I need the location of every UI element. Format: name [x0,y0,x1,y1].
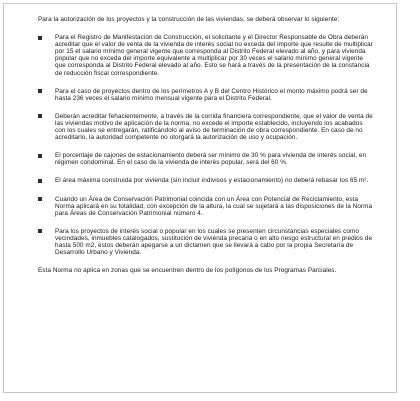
list-item [38,113,383,141]
square-bullet-icon [38,229,42,233]
square-bullet-icon [38,36,42,40]
list-item [38,228,383,256]
square-bullet-icon [38,154,42,158]
closing-paragraph: Esta Norma no aplica en zonas que se encuentren dentro de los polígonos de los Programas Parciales. [38,267,337,275]
list-item [38,88,383,102]
square-bullet-icon [38,114,42,118]
list-item-text: Deberán acreditar fehacientemente, a través de la corrida financiera correspondiente, que el valor de venta de las viviendas motivo de aplicación de la norma, no excede el importe establecido, incluyendo los acabados con los cuales se entregarán, ratificándolo al aviso de terminación de obra correspondiente. En caso de no acreditarlo, la autoridad competente no otorgará la autorización de uso y ocupación. [55,112,373,142]
document-body [38,16,383,274]
list-item [38,196,383,217]
list-item-text: El porcentaje de cajones de estacionamiento deberá ser mínimo de 30 % para vivienda de interés social, en régimen condominal. En el caso de la vivienda de interés popular, será del 60 %. [55,152,367,167]
list-item [38,177,383,184]
list-item-text: Para el Registro de Manifestación de Construcción, el solicitante y el Director Responsable de Obra deberán acreditar que el valor de venta de la vivienda de interés social no exceda del importe que resulte de multiplicar por 15 el salario mínimo general vigente que corresponda al Distrito Federal elevado al año, y para vivienda popular que no exceda del importe equivalente a multiplicar por 30 veces el salario mínimo general vigente que corresponda al Distrito Federal elevado al año. Esto se hará a través de la presentación de la constancia de reducción fiscal correspondiente. [55,34,373,77]
list-item [38,152,383,166]
square-bullet-icon [38,89,42,93]
document-frame [3,3,397,393]
square-bullet-icon [38,197,42,201]
list-item-text: Para los proyectos de interés social o popular en los cuales se presenten circunstancias especiales como vecindades, inmuebles catalogados, sustitución de vivienda precaria o en alto riesgo estructural en predios de hasta 500 m2, éstos deberán apegarse a un dictamen que se llevará a cabo por la propia Secretaría de Desarrollo Urbano y Vivienda. [55,227,373,257]
square-bullet-icon [38,179,42,183]
list-item-text: El área máxima construida por vivienda (sin incluir indivisos y estacionamiento) no deberá rebasar los 65 m². [55,177,369,185]
intro-paragraph: Para la autorización de los proyectos y la construcción de las viviendas, se deberá observar lo siguiente: [38,16,340,23]
list-item-text: Cuando un Área de Conservación Patrimonial coincida con un Área con Potencial de Reciclamiento, esta Norma aplicará en su totalidad, con excepción de la altura, la cual se sujetará a las disposiciones de la Norma para Áreas de Conservación Patrimonial número 4. [55,195,373,217]
list-item [38,34,383,77]
list-item-text: Para el caso de proyectos dentro de los perímetros A y B del Centro Histórico el monto máximo podrá ser de hasta 236 veces el salario mínimo mensual vigente para el Distrito Federal. [55,87,368,102]
